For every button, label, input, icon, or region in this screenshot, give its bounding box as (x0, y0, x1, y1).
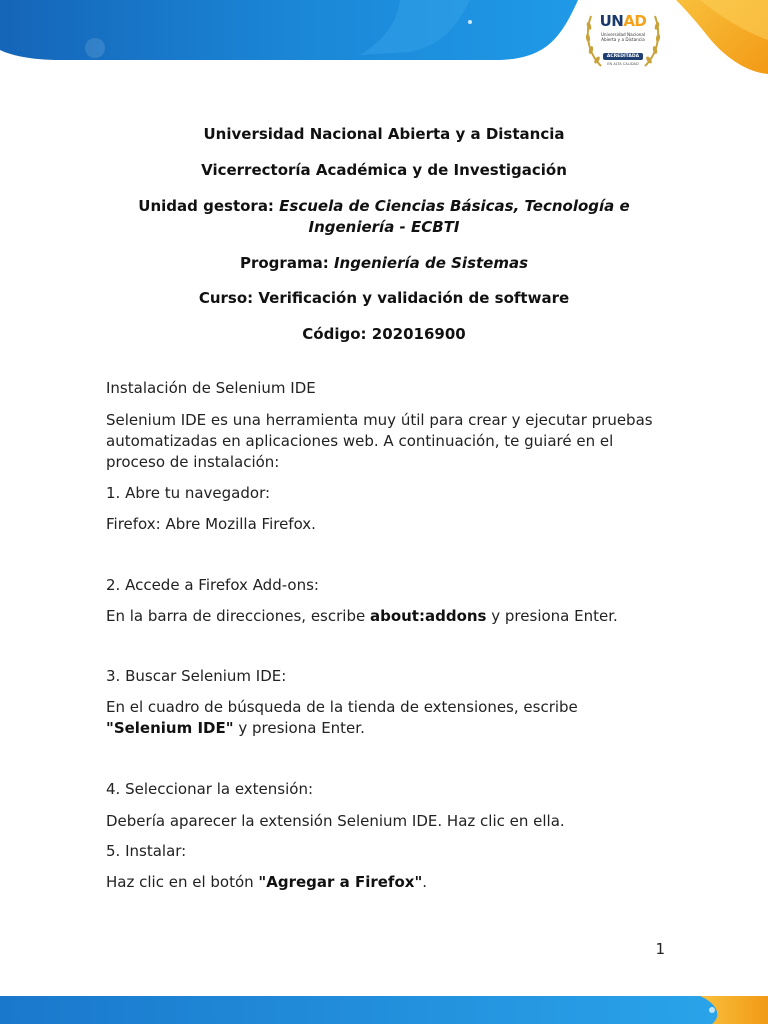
codigo-value: 202016900 (371, 325, 466, 343)
logo-subtitle-line1: Universidad Nacional (600, 32, 646, 37)
step1-detail: Firefox: Abre Mozilla Firefox. (106, 515, 316, 533)
intro-heading: Instalación de Selenium IDE (106, 379, 316, 397)
step2-title: 2. Accede a Firefox Add-ons: (106, 576, 319, 594)
university-name: Universidad Nacional Abierta y a Distancia (203, 125, 565, 143)
step5-detail (106, 872, 686, 893)
step3-title: 3. Buscar Selenium IDE: (106, 667, 287, 685)
footer-wave-graphic (0, 994, 768, 1024)
step2-detail (106, 606, 686, 627)
unidad-label: Unidad gestora: (138, 197, 274, 215)
page-number: 1 (655, 940, 665, 958)
curso-value: Verificación y validación de software (258, 289, 570, 307)
logo-subtitle-line2: Abierta y a Distancia (601, 37, 645, 42)
programa-label: Programa: (239, 254, 329, 272)
footer-banner (0, 994, 768, 1024)
step4-detail: Debería aparecer la extensión Selenium IDE. Haz clic en ella. (106, 812, 565, 830)
step3-detail (106, 697, 686, 739)
unad-wordmark: UNAD (599, 12, 647, 30)
step4-title: 4. Seleccionar la extensión: (106, 780, 314, 798)
curso (100, 288, 668, 309)
step5-text-pre: Haz clic en el botón (106, 873, 259, 891)
step2-text-post: y presiona Enter. (486, 607, 618, 625)
programa-value: Ingeniería de Sistemas (333, 254, 529, 272)
step2-text-bold: about:addons (369, 607, 487, 625)
codigo (100, 324, 668, 345)
programa (100, 253, 668, 274)
unad-logo-text (586, 10, 660, 66)
step5-text-post: . (422, 873, 428, 891)
accreditation-subtitle: EN ALTA CALIDAD (607, 62, 639, 66)
desc-line3: proceso de instalación: (106, 453, 280, 471)
intro-description (106, 410, 686, 473)
curso-label: Curso: (198, 289, 254, 307)
vicerrectoria-name: Vicerrectoría Académica y de Investigación (201, 161, 567, 179)
step3-text-line1: En el cuadro de búsqueda de la tienda de extensiones, escribe (106, 698, 578, 716)
unidad-gestora (100, 196, 668, 238)
step5-title: 5. Instalar: (106, 842, 187, 860)
unidad-value-line1: Escuela de Ciencias Básicas, Tecnología e (279, 197, 630, 215)
step1-title: 1. Abre tu navegador: (106, 484, 271, 502)
step3-text-post: y presiona Enter. (233, 719, 365, 737)
accreditation-badge: ACREDITADA (603, 53, 643, 60)
step3-text-bold: "Selenium IDE" (106, 719, 234, 737)
desc-line2: automatizadas en aplicaciones web. A continuación, te guiaré en el (106, 432, 614, 450)
unidad-value-line2: Ingeniería - ECBTI (308, 218, 460, 236)
desc-line1: Selenium IDE es una herramienta muy útil para crear y ejecutar pruebas (106, 411, 653, 429)
step5-text-bold: "Agregar a Firefox" (258, 873, 423, 891)
codigo-label: Código: (302, 325, 367, 343)
step2-text-pre: En la barra de direcciones, escribe (106, 607, 370, 625)
